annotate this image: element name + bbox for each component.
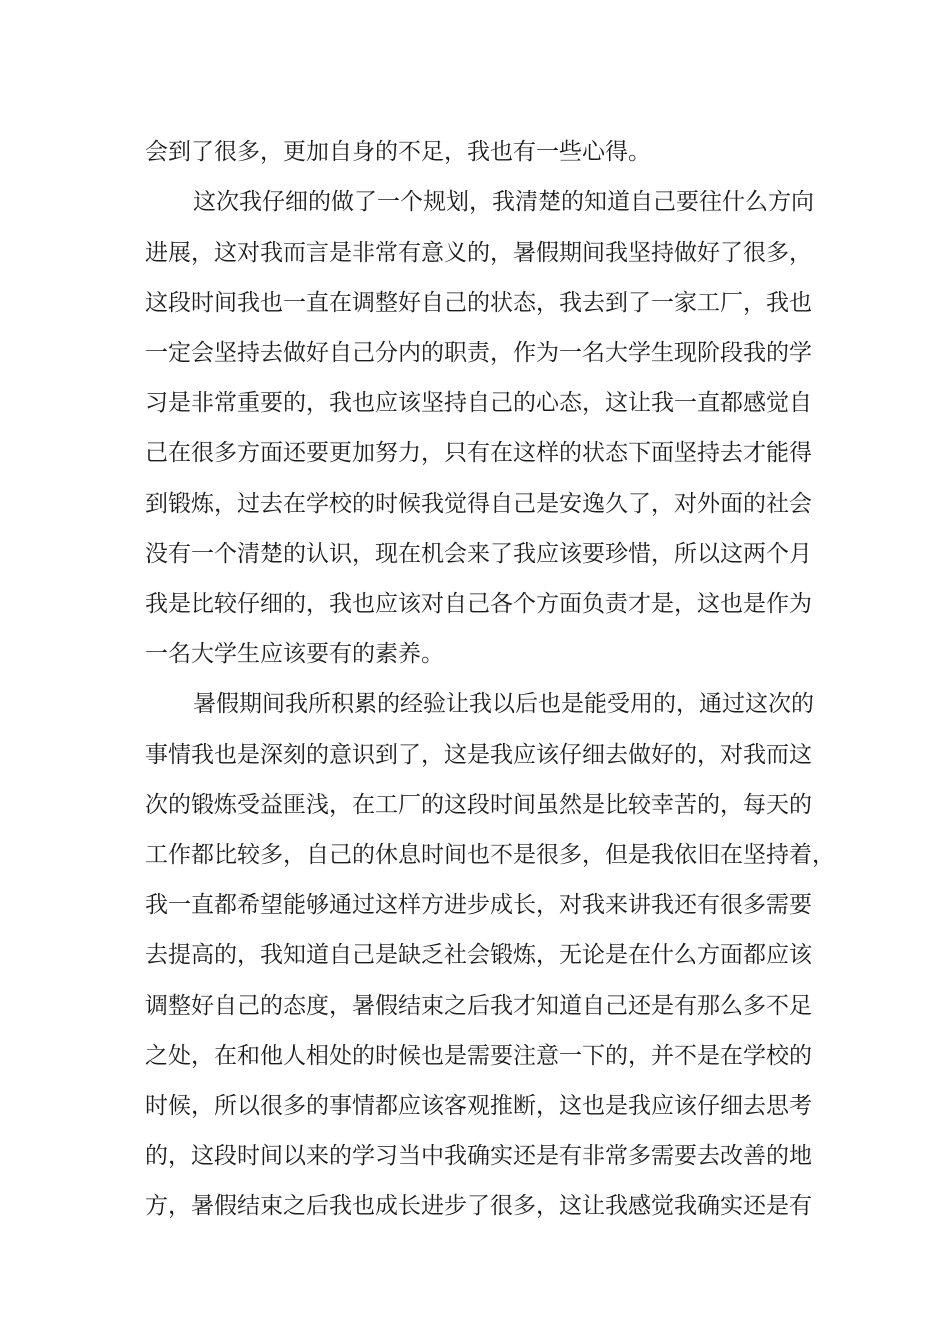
text-line: 己在很多方面还要更加努力，只有在这样的状态下面坚持去才能得 (145, 440, 812, 466)
text-line: 没有一个清楚的认识，现在机会来了我应该要珍惜，所以这两个月 (145, 541, 812, 567)
text-line: 进展，这对我而言是非常有意义的，暑假期间我坚持做好了很多， (145, 240, 812, 266)
text-line: 这段时间我也一直在调整好自己的状态，我去到了一家工厂，我也 (145, 290, 812, 316)
text-line: 我是比较仔细的，我也应该对自己各个方面负责才是，这也是作为 (145, 591, 812, 617)
text-line: 我一直都希望能够通过这样方进步成长，对我来讲我还有很多需要 (145, 892, 812, 918)
text-line: 之处，在和他人相处的时候也是需要注意一下的，并不是在学校的 (145, 1043, 812, 1069)
text-line: 一定会坚持去做好自己分内的职责，作为一名大学生现阶段我的学 (145, 340, 812, 366)
text-line: 方，暑假结束之后我也成长进步了很多，这让我感觉我确实还是有 (145, 1193, 812, 1219)
text-line: 一名大学生应该要有的素养。 (145, 641, 444, 667)
text-line: 次的锻炼受益匪浅，在工厂的这段时间虽然是比较幸苦的，每天的 (145, 792, 812, 818)
text-line: 调整好自己的态度，暑假结束之后我才知道自己还是有那么多不足 (145, 993, 812, 1019)
text-line: 习是非常重要的，我也应该坚持自己的心态，这让我一直都感觉自 (145, 390, 812, 416)
text-line: 时候，所以很多的事情都应该客观推断，这也是我应该仔细去思考 (145, 1093, 812, 1119)
text-line: 的，这段时间以来的学习当中我确实还是有非常多需要去改善的地 (145, 1143, 812, 1169)
paragraph-first-line: 这次我仔细的做了一个规划，我清楚的知道自己要往什么方向 (193, 189, 814, 215)
text-line: 会到了很多，更加自身的不足，我也有一些心得。 (145, 139, 651, 165)
text-line: 到锻炼，过去在学校的时候我觉得自己是安逸久了，对外面的社会 (145, 491, 812, 517)
text-line: 事情我也是深刻的意识到了，这是我应该仔细去做好的，对我而这 (145, 742, 812, 768)
text-line: 工作都比较多，自己的休息时间也不是很多，但是我依旧在坚持着， (145, 842, 835, 868)
text-line: 去提高的，我知道自己是缺乏社会锻炼，无论是在什么方面都应该 (145, 942, 812, 968)
paragraph-first-line: 暑假期间我所积累的经验让我以后也是能受用的，通过这次的 (193, 691, 814, 717)
